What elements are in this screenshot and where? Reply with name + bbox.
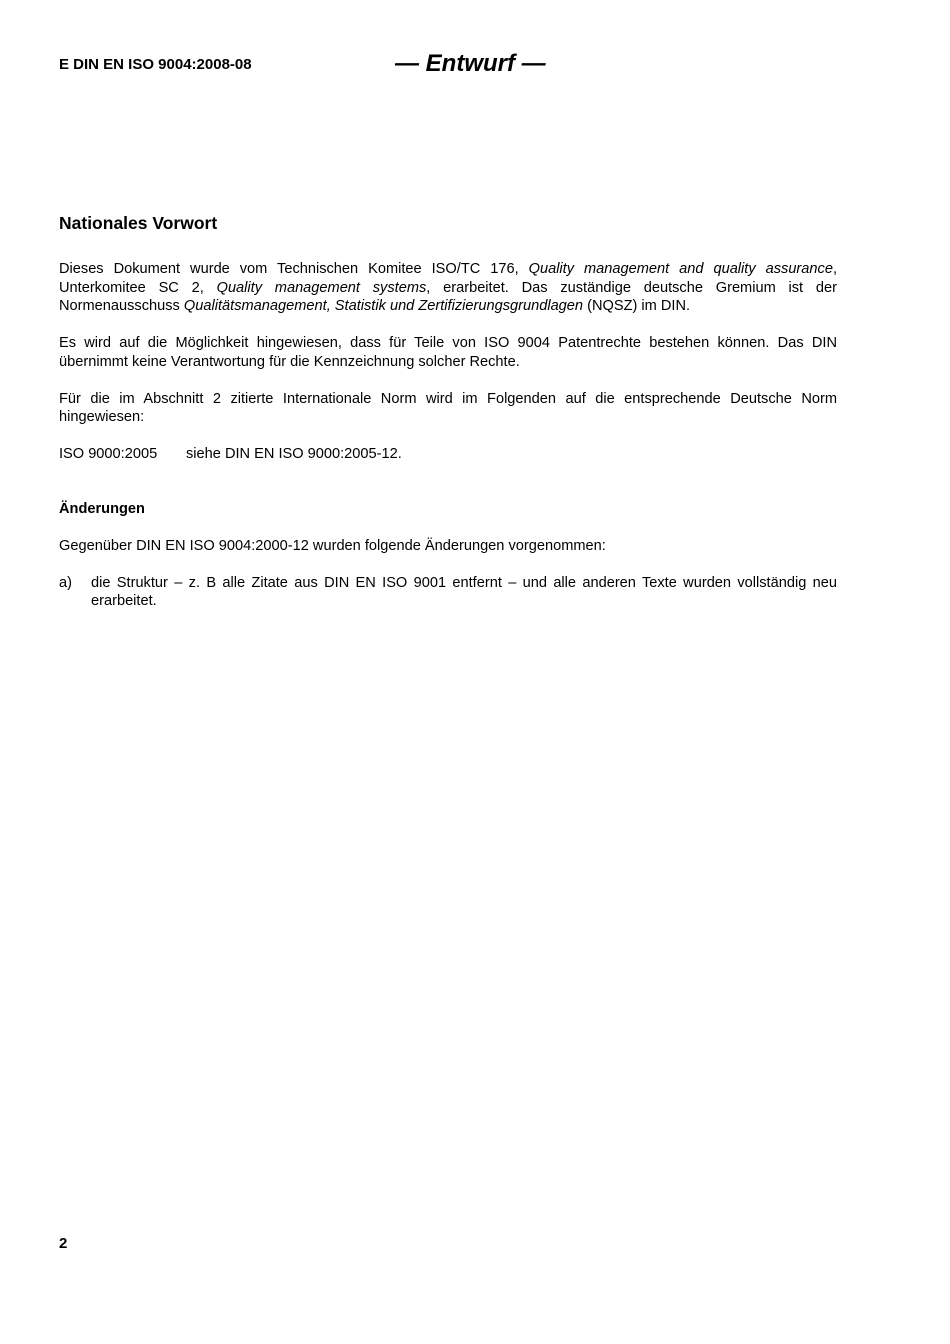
- section-title: Nationales Vorwort: [59, 213, 218, 233]
- reference-see: siehe DIN EN ISO 9000:2005-12.: [186, 446, 402, 462]
- foreword-paragraph-patents: Es wird auf die Möglichkeit hingewiesen, dass für Teile von ISO 9004 Patentrechte bestehen können. Das DIN übernimmt keine Verantwortung für die Kennzeichnung solcher Rechte.: [59, 335, 837, 370]
- reference-standard: ISO 9000:2005: [59, 446, 158, 462]
- list-item: [59, 574, 837, 611]
- subcommittee-title: Quality management systems: [216, 279, 427, 296]
- standards-committee-title: Qualitätsmanagement, Statistik und Zertifizierungsgrundlagen: [183, 298, 584, 314]
- draft-mark: — Entwurf —: [395, 50, 546, 77]
- reference-entry: [59, 445, 837, 464]
- document-id: E DIN EN ISO 9004:2008-08: [59, 56, 252, 73]
- changes-intro: Gegenüber DIN EN ISO 9004:2000-12 wurden folgende Änderungen vorgenommen:: [59, 537, 606, 554]
- document-body: [59, 212, 837, 611]
- list-item-text: die Struktur – z. B alle Zitate aus DIN EN ISO 9001 entfernt – und alle anderen Texte wurden vollständig neu erarbeitet.: [91, 574, 837, 609]
- paragraph-text: , Unterkomitee SC 2,: [59, 261, 837, 296]
- paragraph-text: (NQSZ) im DIN.: [583, 298, 691, 314]
- committee-title: Quality management and quality assurance: [528, 261, 833, 277]
- foreword-paragraph-references: Für die im Abschnitt 2 zitierte Internationale Norm wird im Folgenden auf die entsprechende Deutsche Norm hingewiesen:: [59, 390, 837, 425]
- page-number: 2: [59, 1235, 68, 1252]
- paragraph-text: , erarbeitet. Das zuständige deutsche Gremium ist der Normenausschuss: [59, 279, 837, 314]
- paragraph-text: Dieses Dokument wurde vom Technischen Komitee ISO/TC 176,: [59, 261, 529, 277]
- list-marker: a): [59, 574, 72, 591]
- foreword-paragraph-committee: [59, 260, 837, 316]
- changes-title: Änderungen: [59, 500, 145, 517]
